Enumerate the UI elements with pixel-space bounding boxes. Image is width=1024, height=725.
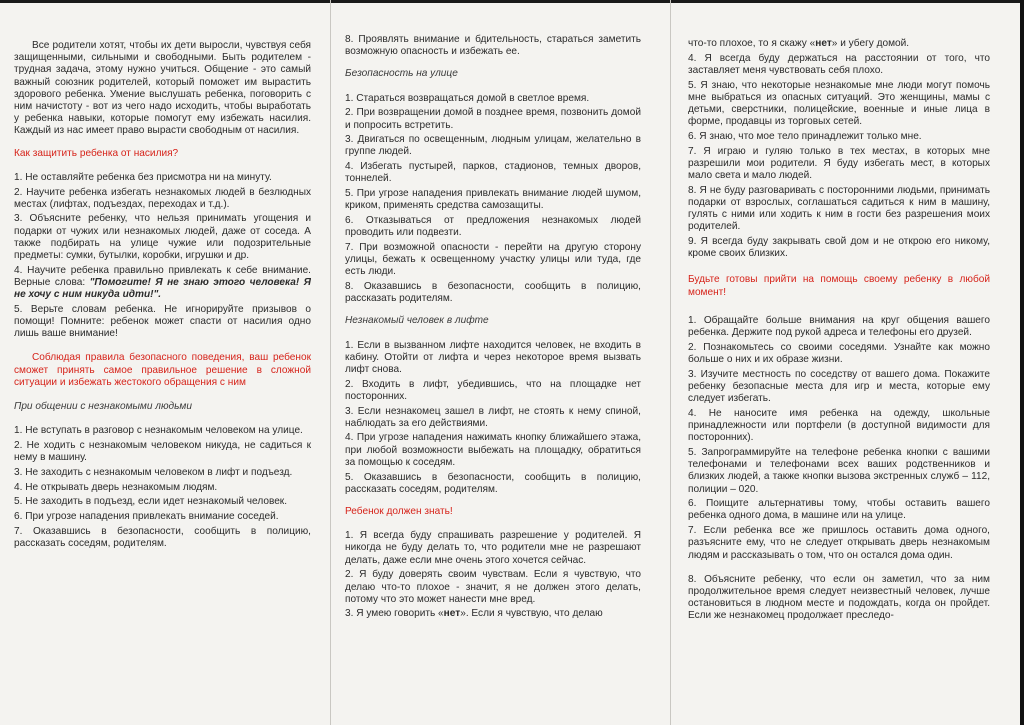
list-item: 7. Я играю и гуляю только в тех местах, в которых мне разрешили мои родители. Я буду избегать мест, в которых мало света и мало людей. bbox=[688, 145, 990, 182]
list-item bbox=[345, 608, 641, 620]
list-item: 6. Отказываться от предложения незнакомых людей проводить или подвезти. bbox=[345, 214, 641, 239]
list-item: 2. Я буду доверять своим чувствам. Если я чувствую, что делаю что-то плохое - значит, я не должен этого делать, потому что это может нанести мне вред. bbox=[345, 569, 641, 605]
heading-be-ready: Будьте готовы прийти на помощь своему ребенку в любой момент! bbox=[688, 274, 990, 298]
list-item: 1. Я всегда буду спрашивать разрешение у родителей. Я никогда не буду делать то, что родители мне не разрешают делать, даже если мне очень этого хочется сейчас. bbox=[345, 530, 641, 566]
list-item: 6. Я знаю, что мое тело принадлежит только мне. bbox=[688, 130, 922, 142]
list-item: 3. Если незнакомец зашел в лифт, не стоять к нему спиной, наблюдать за его действиями. bbox=[345, 405, 641, 429]
list-item: 8. Я не буду разговаривать с посторонними людьми, принимать подарки от взрослых, соглашаться садиться к ним в машину, гулять с ними или ходить к ним в гости без разрешения моих родителей. bbox=[688, 184, 990, 233]
list-item: 8. Объясните ребенку, что если он заметил, что за ним продолжительное время следует неизвестный человек, лучше остановиться в людном месте и подождать, когда он пройдет. Если же незнакомец продолжает преследо- bbox=[688, 573, 990, 622]
list-item: 1. Не вступать в разговор с незнакомым человеком на улице. bbox=[14, 425, 303, 437]
list-item: 5. Верьте словам ребенка. Не игнорируйте призывов о помощи! Помните: ребенок может спасти от насилия одно лишь ваше внимание! bbox=[14, 303, 311, 340]
list-item: 4. Не открывать дверь незнакомым людям. bbox=[14, 481, 218, 493]
list-item: 2. При возвращении домой в позднее время, позвонить домой и попросить встретить. bbox=[345, 107, 641, 131]
list-item: 6. Поищите альтернативы тому, чтобы оставить вашего ребенка одного дома, в машине или на улице. bbox=[688, 498, 990, 522]
list-item: 1. Если в вызванном лифте находится человек, не входить в кабину. Отойти от лифта и через некоторое время вызвать лифт снова. bbox=[345, 339, 641, 375]
list-item: 5. Я знаю, что некоторые незнакомые мне люди могут помочь мне выбраться из опасных ситуаций. Это женщины, мамы с детьми, сверстники, полицейские, военные и иные лица в форме, продавцы из торговых сетей. bbox=[688, 79, 990, 128]
list-item: 2. Не ходить с незнакомым человеком никуда, не садиться к нему в машину. bbox=[14, 439, 311, 464]
list-item: 7. Если ребенка все же пришлось оставить дома одного, разъясните ему, что не следует открывать дверь незнакомым людям и рассказывать о том, что он остался дома один. bbox=[688, 525, 990, 561]
list-item: 5. Оказавшись в безопасности, сообщить в полицию, рассказать соседям, родителям. bbox=[345, 471, 641, 495]
list-item: 4. Не наносите имя ребенка на одежду, школьные принадлежности или портфели (в доступной видимости для посторонних). bbox=[688, 407, 990, 444]
cont-rest: » и убегу домой. bbox=[831, 38, 910, 49]
panel-middle bbox=[345, 34, 641, 721]
list-item: 9. Я всегда буду закрывать свой дом и не открою его никому, кроме своих близких. bbox=[688, 236, 990, 260]
list-item: 5. При угрозе нападения привлекать внимание людей шумом, криком, применять средства самозащиты. bbox=[345, 188, 641, 212]
intro-paragraph: Все родители хотят, чтобы их дети выросли, чувствуя себя защищенными, сильными и свободными. Быть родителем - трудная задача, этому нужно учиться. Общение - это самый важный союзник родителей, который поможет им вырастить здорового ребенка. Умение выслушать ребенка, поговорить с ним начистоту - вот из чего надо исходить, чтобы выработать у ребенка навыки, которые помогут ему избежать насилия. Каждый из нас имеет право вырасти свободным от насилия. bbox=[14, 40, 311, 137]
list-item: 3. Не заходить с незнакомым человеком в лифт и подъезд. bbox=[14, 466, 293, 478]
list-item: 4. Я всегда буду держаться на расстоянии от того, что заставляет меня чувствовать себя плохо. bbox=[688, 52, 990, 76]
list-item: 8. Оказавшись в безопасности, сообщить в полицию, рассказать родителям. bbox=[345, 280, 641, 305]
panel-left bbox=[14, 40, 311, 721]
list-item: 4. При угрозе нападения нажимать кнопку ближайшего этажа, при любой возможности выбежать на площадку, обратиться за помощью к соседям. bbox=[345, 432, 641, 468]
list-item: 1. Стараться возвращаться домой в светлое время. bbox=[345, 92, 590, 104]
subheading-lift: Незнакомый человек в лифте bbox=[345, 315, 489, 327]
scan-right-edge bbox=[1020, 0, 1024, 725]
list-item: 3. Изучите местность по соседству от вашего дома. Покажите ребенку безопасные места для игр и места, которые ему следует избегать. bbox=[688, 368, 990, 405]
item3-rest: ». Если я чувствую, что делаю bbox=[460, 608, 603, 620]
list-item: 3. Двигаться по освещенным, людным улицам, желательно в группе людей. bbox=[345, 134, 641, 158]
list-item: 2. Входить в лифт, убедившись, что на площадке нет посторонних. bbox=[345, 378, 641, 402]
subheading-strangers: При общении с незнакомыми людьми bbox=[14, 401, 192, 413]
list-item: 7. При возможной опасности - перейти на другую сторону улицы, бежать к освещенному участку улицы или туда, где есть люди. bbox=[345, 241, 641, 278]
safety-note: Соблюдая правила безопасного поведения, ваш ребенок сможет принять самое правильное решение в сложной ситуации и избежать жестокого обращения с ним bbox=[14, 352, 311, 388]
list-item: 6. При угрозе нападения привлекать внимание соседей. bbox=[14, 511, 279, 522]
list-item: 7. Оказавшись в безопасности, сообщить в полицию, рассказать соседям, родителям. bbox=[14, 525, 311, 549]
scan-top-edge bbox=[0, 0, 1024, 3]
no-word: нет bbox=[815, 38, 832, 49]
fold-line-left bbox=[330, 0, 331, 725]
list-item: 3. Объясните ребенку, что нельзя принимать угощения и подарки от чужих или незнакомых людей, даже от соседа. А также подбирать на улице чужие или подозрительные предметы: сумки, бутылки, коробки, игрушки и др. bbox=[14, 213, 311, 262]
list-item: 5. Запрограммируйте на телефоне ребенка кнопки с вашими телефонами и телефонами всех ваших родственников и близких людей, а также кнопки вызова экстренных служб – 112, полиции – 020. bbox=[688, 446, 990, 495]
list-item: 2. Научите ребенка избегать незнакомых людей в безлюдных местах (лифтах, подъездах, переходах и т.д.). bbox=[14, 186, 311, 210]
heading-child-must-know: Ребенок должен знать! bbox=[345, 506, 453, 517]
item3-text: 3. Я умею говорить « bbox=[345, 608, 444, 620]
help-phrase: "Помогите! Я не знаю этого человека! Я не хочу с ним никуда идти!". bbox=[14, 276, 311, 301]
list-item: 2. Познакомьтесь со своими соседями. Узнайте как можно больше о них и их образе жизни. bbox=[688, 341, 990, 365]
fold-line-right bbox=[670, 0, 671, 725]
list-item: 8. Проявлять внимание и бдительность, стараться заметить возможную опасность и избежать ее. bbox=[345, 34, 641, 58]
list-item bbox=[14, 265, 311, 302]
no-word: нет bbox=[443, 608, 461, 620]
panel-right bbox=[688, 38, 990, 721]
heading-protect: Как защитить ребенка от насилия? bbox=[14, 147, 179, 159]
list-item bbox=[688, 38, 990, 50]
list-item: 1. Обращайте больше внимания на круг общения вашего ребенка. Держите под рукой адреса и телефоны его друзей. bbox=[688, 314, 990, 339]
item4-text: 4. Научите ребенка правильно привлекать к себе внимание. Верные слова: bbox=[14, 264, 311, 288]
list-item: 1. Не оставляйте ребенка без присмотра ни на минуту. bbox=[14, 171, 272, 183]
cont-text: что-то плохое, то я скажу « bbox=[688, 38, 816, 49]
subheading-street: Безопасность на улице bbox=[345, 68, 458, 80]
list-item: 5. Не заходить в подъезд, если идет незнакомый человек. bbox=[14, 496, 288, 508]
list-item: 4. Избегать пустырей, парков, стадионов, темных дворов, тоннелей. bbox=[345, 161, 641, 185]
